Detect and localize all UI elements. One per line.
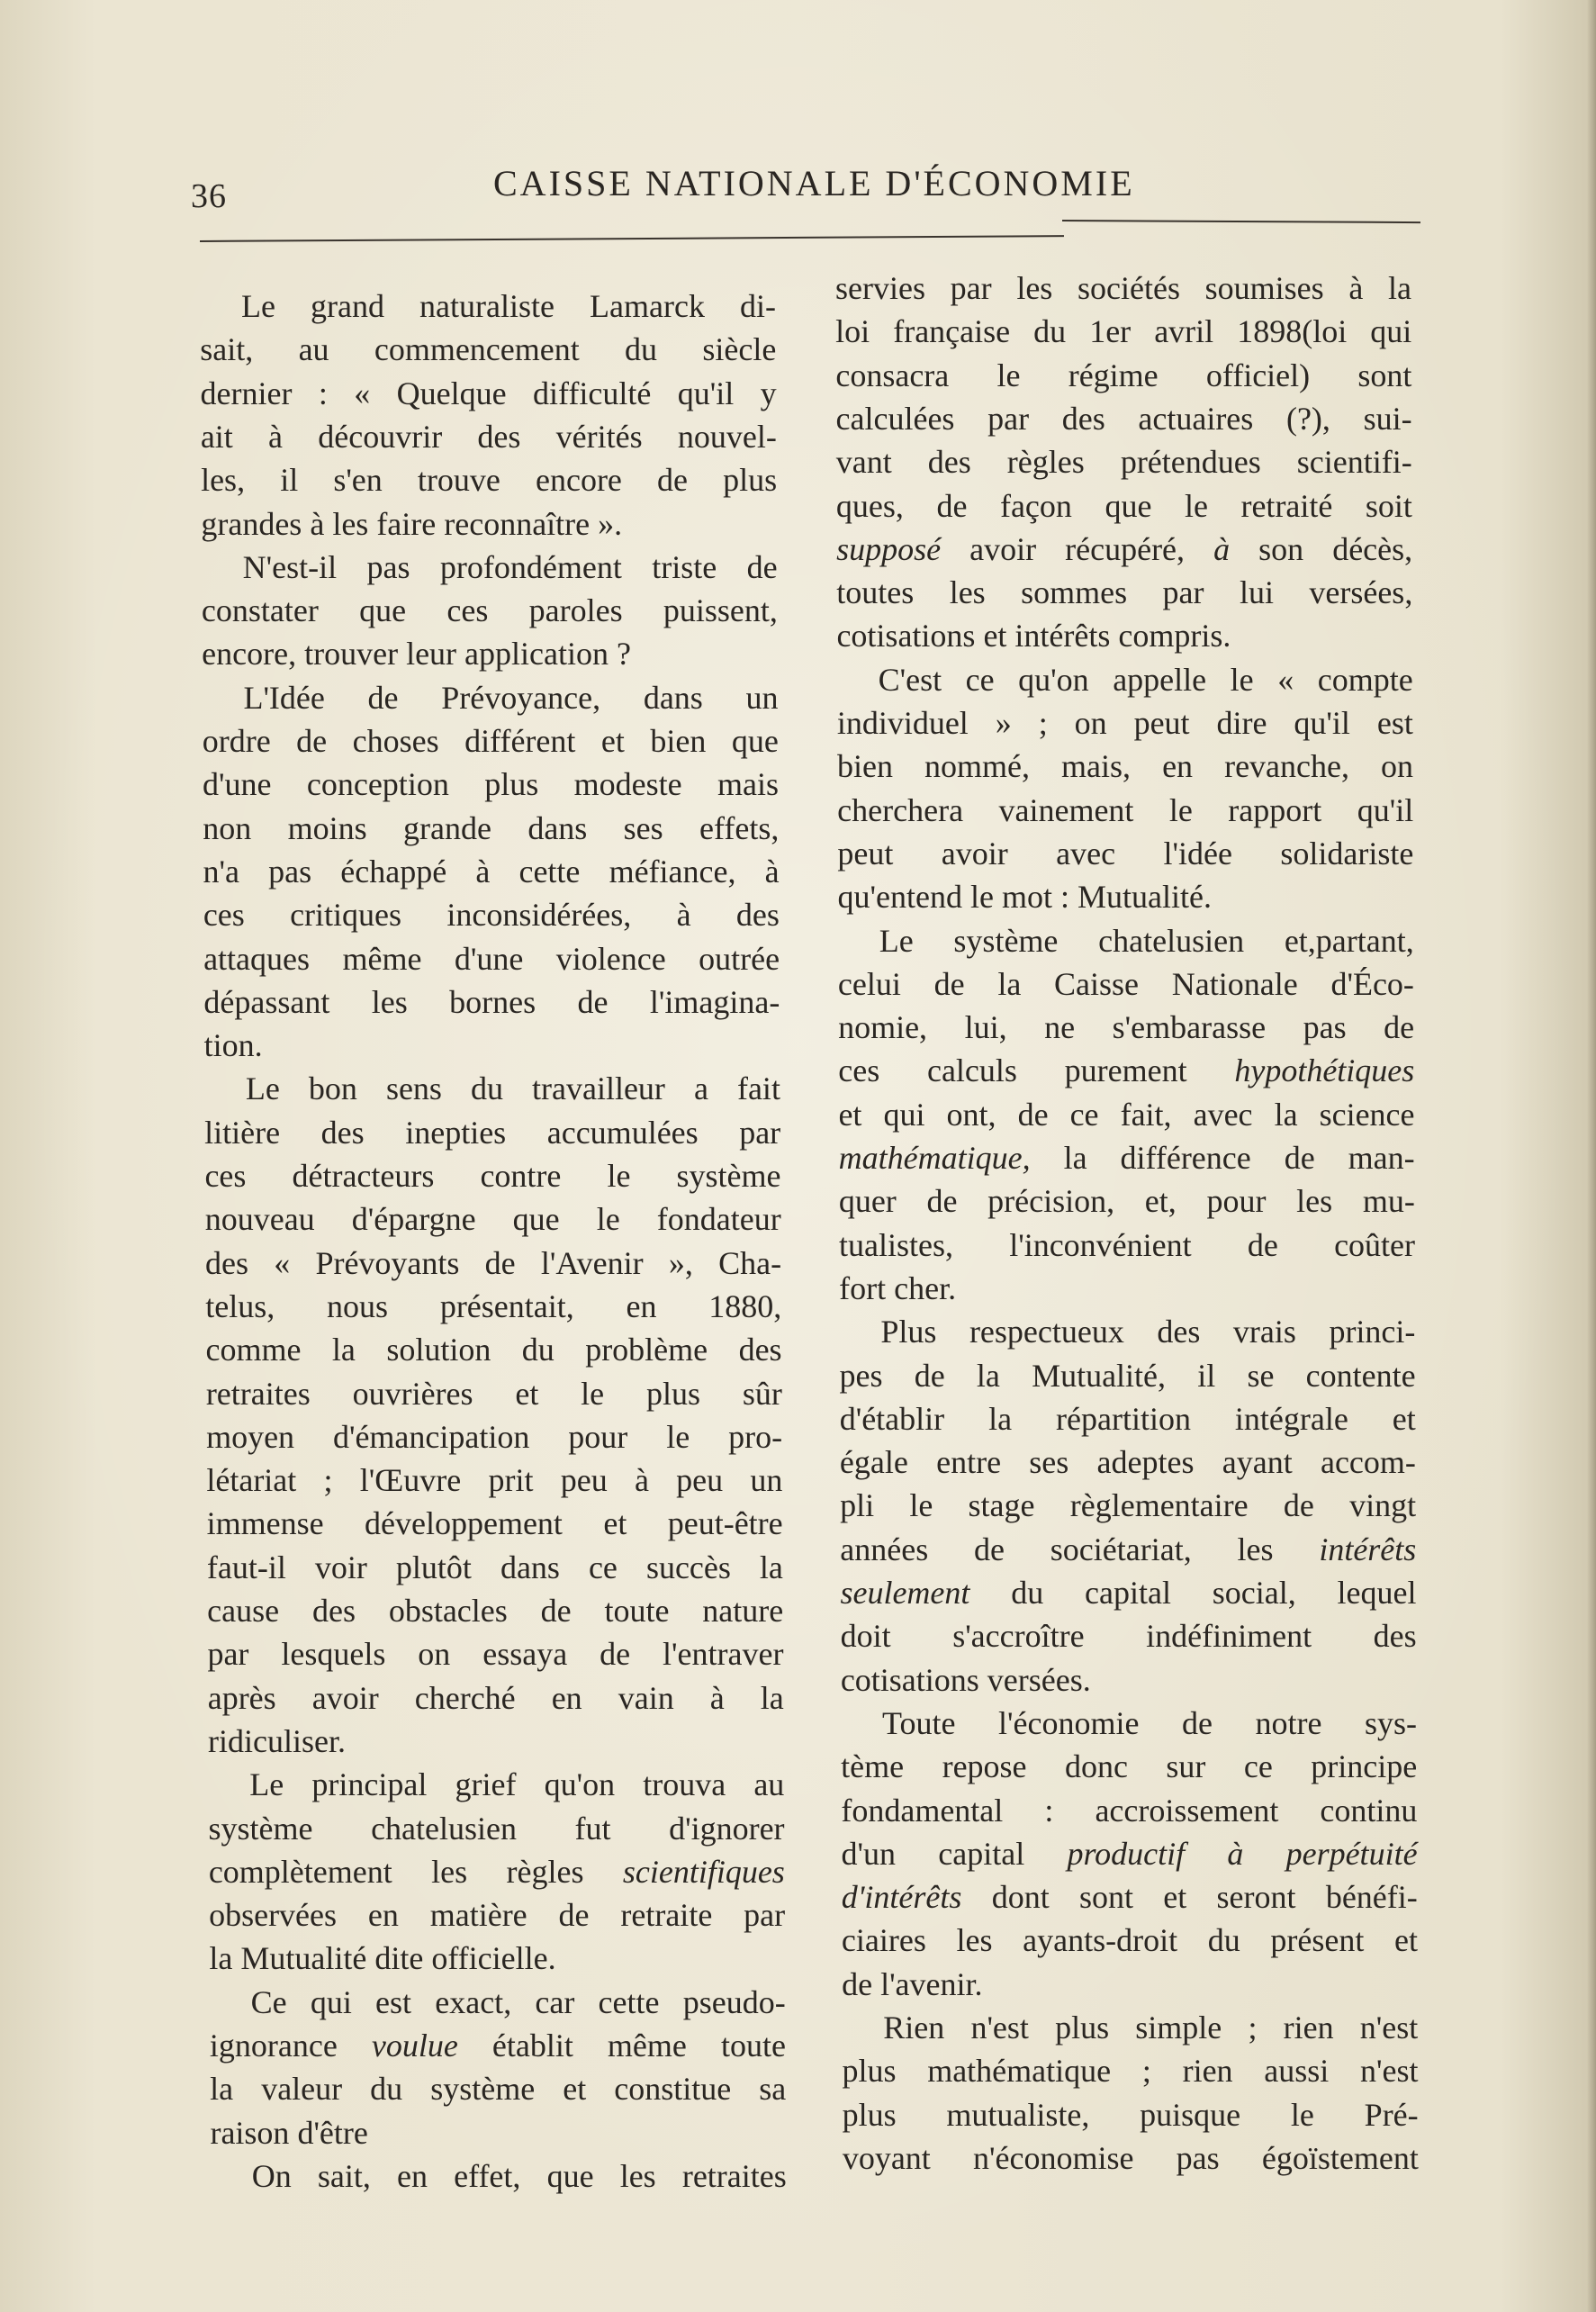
text-line: cotisations et intérêts compris. [836,618,1231,655]
text-line: ridiculiser. [208,1722,346,1759]
text-line: Toute l'économie de notre sys- [882,1704,1417,1741]
text-line: Le système chatelusien et,partant, [879,922,1414,959]
text-line: la valeur du système et constitue sa [210,2071,787,2108]
text-line: d'intérêts dont sont et seront bénéfi- [841,1879,1418,1916]
text-line: nomie, lui, ne s'embarasse pas de [838,1009,1415,1046]
text-line: immense développement et peut-être [206,1505,783,1542]
text-line: servies par les sociétés soumises à la [835,270,1412,306]
text-line: comme la solution du problème des [205,1332,782,1368]
text-line: Rien n'est plus simple ; rien n'est [883,2009,1419,2046]
text-line: pes de la Mutualité, il se contente [839,1357,1416,1394]
text-line: Le grand naturaliste Lamarck di- [241,288,776,324]
text-line: consacra le régime officiel) sont [835,357,1412,393]
text-line: quer de précision, et, pour les mu- [838,1183,1415,1220]
header-rule [200,235,1064,242]
text-line: des « Prévoyants de l'Avenir », Cha- [205,1244,782,1281]
text-line: litière des inepties accumulées par [204,1114,781,1151]
text-line: égale entre ses adeptes ayant accom- [839,1444,1416,1481]
text-line: dépassant les bornes de l'imagina- [203,983,780,1020]
text-line: On sait, en effet, que les retraites [251,2157,787,2194]
text-line: plus mathématique ; rien aussi n'est [842,2053,1419,2090]
text-line: toutes les sommes par lui versées, [836,574,1413,611]
text-line: ces calculs purement hypothétiques [838,1052,1415,1089]
text-line: C'est ce qu'on appelle le « compte [878,661,1413,698]
text-line: qu'entend le mot : Mutualité. [837,879,1212,916]
text-line: complètement les règles scientifiques [208,1853,785,1890]
page-number: 36 [191,177,227,215]
text-line: individuel » ; on peut dire qu'il est [836,705,1413,741]
text-line: moyen d'émancipation pour le pro- [206,1418,783,1455]
text-line: ait à découvrir des vérités nouvel- [200,418,777,455]
text-line: cotisations versées. [840,1661,1091,1698]
text-line: après avoir cherché en vain à la [207,1679,784,1716]
text-line: sait, au commencement du siècle [200,331,777,368]
text-line: Plus respectueux des vrais princi- [880,1314,1416,1350]
text-line: cause des obstacles de toute nature [207,1593,784,1629]
text-line: seulement du capital social, lequel [840,1575,1417,1611]
text-line: la Mutualité dite officielle. [209,1940,556,1977]
text-line: loi française du 1er avril 1898(loi qui [835,313,1412,350]
text-line: fondamental : accroissement continu [841,1792,1418,1829]
text-line: mathématique, la différence de man- [838,1140,1415,1176]
text-line: de l'avenir. [842,1965,983,2002]
text-line: fort cher. [839,1269,957,1306]
text-line: peut avoir avec l'idée solidariste [837,835,1414,872]
text-line: années de sociétariat, les intérêts [840,1531,1417,1567]
text-line: tion. [203,1027,263,1064]
text-line: doit s'accroître indéfiniment des [840,1618,1417,1655]
text-line: N'est-il pas profondément triste de [242,548,778,585]
text-line: supposé avoir récupéré, à son décès, [836,530,1413,567]
text-line: L'Idée de Prévoyance, dans un [243,679,779,716]
text-line: cherchera vainement le rapport qu'il [837,791,1414,828]
text-line: Le bon sens du travailleur a fait [245,1070,780,1107]
text-line: non moins grande dans ses effets, [203,809,780,846]
text-line: n'a pas échappé à cette méfiance, à [203,853,780,890]
text-line: raison d'être [210,2114,368,2151]
text-line: et qui ont, de ce fait, avec la science [838,1096,1415,1133]
text-line: grandes à les faire reconnaître ». [201,505,623,542]
text-line: d'établir la répartition intégrale et [839,1400,1416,1437]
text-line: d'un capital productif à perpétuité [841,1835,1418,1872]
text-line: tualistes, l'inconvénient de coûter [839,1226,1416,1263]
text-line: celui de la Caisse Nationale d'Éco- [837,965,1414,1002]
text-line: encore, trouver leur application ? [202,636,631,673]
text-line: retraites ouvrières et le plus sûr [205,1375,782,1412]
text-line: attaques même d'une violence outrée [203,940,780,977]
text-line: létariat ; l'Œuvre prit peu à peu un [206,1462,783,1499]
text-line: pli le stage règlementaire de vingt [840,1487,1417,1524]
text-line: calculées par des actuaires (?), sui- [835,400,1412,437]
text-line: plus mutualiste, puisque le Pré- [842,2096,1419,2133]
text-line: Ce qui est exact, car cette pseudo- [250,1983,786,2020]
text-line: ces critiques inconsidérées, à des [203,897,780,934]
text-line: ques, de façon que le retraité soit [835,487,1412,524]
text-line: ignorance voulue établit même toute [209,2028,786,2064]
text-line: voyant n'économise pas égoïstement [842,2139,1419,2176]
text-line: d'une conception plus modeste mais [203,766,780,803]
text-line: par lesquels on essaya de l'entraver [207,1636,784,1673]
running-title: CAISSE NATIONALE D'ÉCONOMIE [493,163,1135,203]
text-line: dernier : « Quelque difficulté qu'il y [200,375,777,411]
text-line: système chatelusien fut d'ignorer [208,1810,785,1847]
text-line: Le principal grief qu'on trouva au [249,1766,785,1803]
text-line: ces détracteurs contre le système [204,1158,781,1194]
page-edge-shadow [1587,0,1596,2312]
text-line: tème repose donc sur ce principe [841,1748,1418,1785]
header-rule-right [1062,220,1420,223]
text-line: les, il s'en trouve encore de plus [201,462,778,499]
text-line: constater que ces paroles puissent, [201,592,778,629]
text-line: faut-il voir plutôt dans ce succès la [206,1549,783,1585]
text-line: ordre de choses différent et bien que [202,723,779,759]
text-line: telus, nous présentait, en 1880, [205,1287,782,1324]
text-line: nouveau d'épargne que le fondateur [204,1201,781,1238]
text-line: bien nommé, mais, en revanche, on [837,748,1414,785]
text-line: observées en matière de retraite par [209,1897,786,1934]
text-line: ciaires les ayants-droit du présent et [841,1922,1418,1959]
text-line: vant des règles prétendues scientifi- [835,444,1412,481]
